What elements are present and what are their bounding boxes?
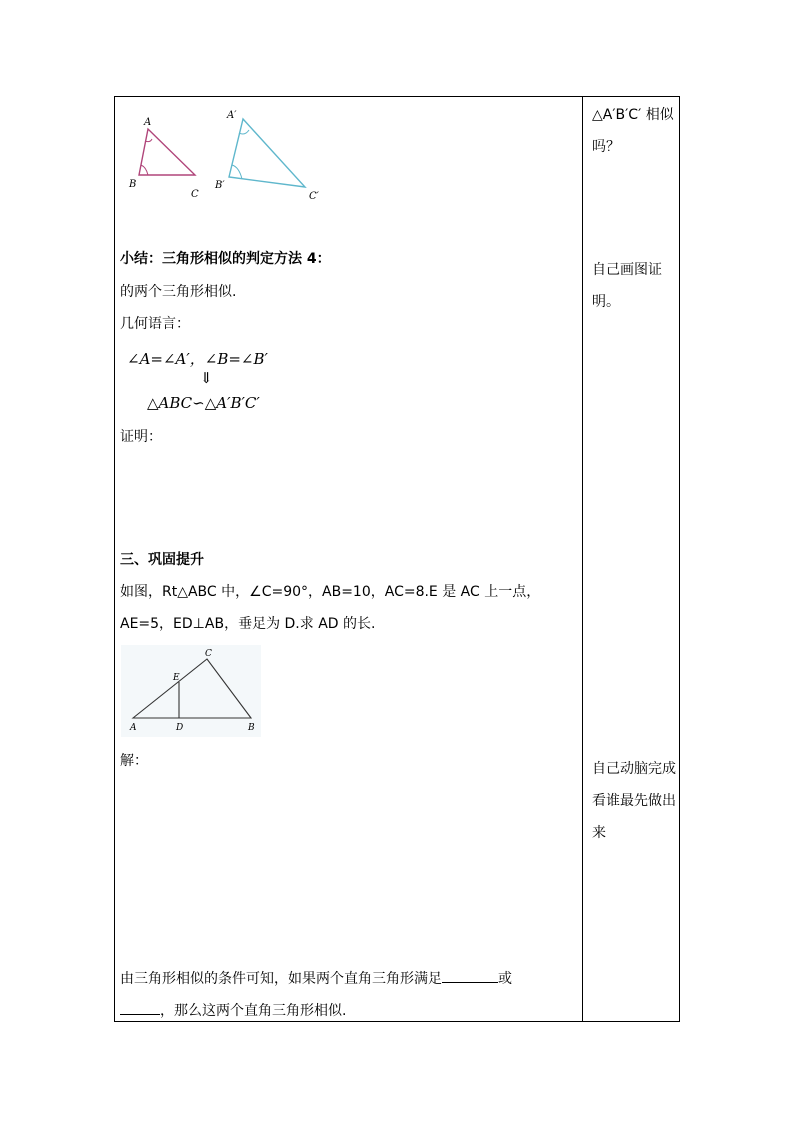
geometry-language-label: 几何语言： [120, 316, 190, 332]
section-title: 三、巩固提升 [120, 552, 204, 568]
triangle-a-prime-b-prime-c-prime [229, 119, 305, 187]
label-b-prime: B′ [215, 180, 225, 191]
angle-mark-b [141, 165, 148, 175]
label-fig-e: E [173, 673, 180, 683]
blank-1[interactable] [442, 968, 498, 983]
figure-background [121, 645, 261, 737]
label-a-prime: A′ [227, 110, 237, 121]
blank-2[interactable] [120, 1000, 160, 1015]
problem-line-2: AE=5，ED⊥AB，垂足为 D.求 AD 的长. [120, 616, 376, 632]
label-fig-c: C [205, 649, 212, 659]
label-fig-b: B [248, 723, 255, 733]
conclusion-line-2 [120, 1000, 346, 1020]
proof-label: 证明： [120, 429, 162, 445]
label-c: C [191, 189, 199, 200]
summary-line: 的两个三角形相似. [120, 284, 237, 300]
right-triangle-figure [121, 645, 261, 737]
geometry-condition: ∠A=∠A′，∠B=∠B′ [127, 350, 268, 368]
summary-title: 小结：三角形相似的判定方法 4： [120, 251, 331, 267]
label-fig-d: D [176, 723, 184, 733]
side-note-2: 自己画图证明。 [592, 262, 662, 310]
side-note-1: △A′B′C′ 相似吗？ [592, 107, 674, 155]
conclusion-text-c: ，那么这两个直角三角形相似. [160, 1003, 347, 1019]
conclusion-line-1 [120, 968, 512, 988]
problem-line-1: 如图，Rt△ABC 中，∠C=90°，AB=10，AC=8.E 是 AC 上一点， [120, 584, 541, 600]
geometry-conclusion: △ABC∽△A′B′C′ [147, 394, 260, 412]
solution-label: 解： [120, 753, 148, 769]
conclusion-text-b: 或 [498, 971, 512, 987]
lesson-table [114, 96, 680, 1022]
conclusion-text-a: 由三角形相似的条件可知，如果两个直角三角形满足 [120, 971, 442, 987]
column-divider [582, 97, 583, 1021]
side-note-3: 自己动脑完成看谁最先做出来 [592, 761, 676, 841]
label-b: B [129, 179, 137, 190]
implies-arrow: ⇓ [200, 369, 213, 387]
label-a: A [144, 117, 152, 128]
triangle-abc [139, 129, 195, 175]
similar-triangles-figure [121, 107, 361, 207]
label-c-prime: C′ [309, 191, 319, 202]
label-fig-a: A [130, 723, 137, 733]
